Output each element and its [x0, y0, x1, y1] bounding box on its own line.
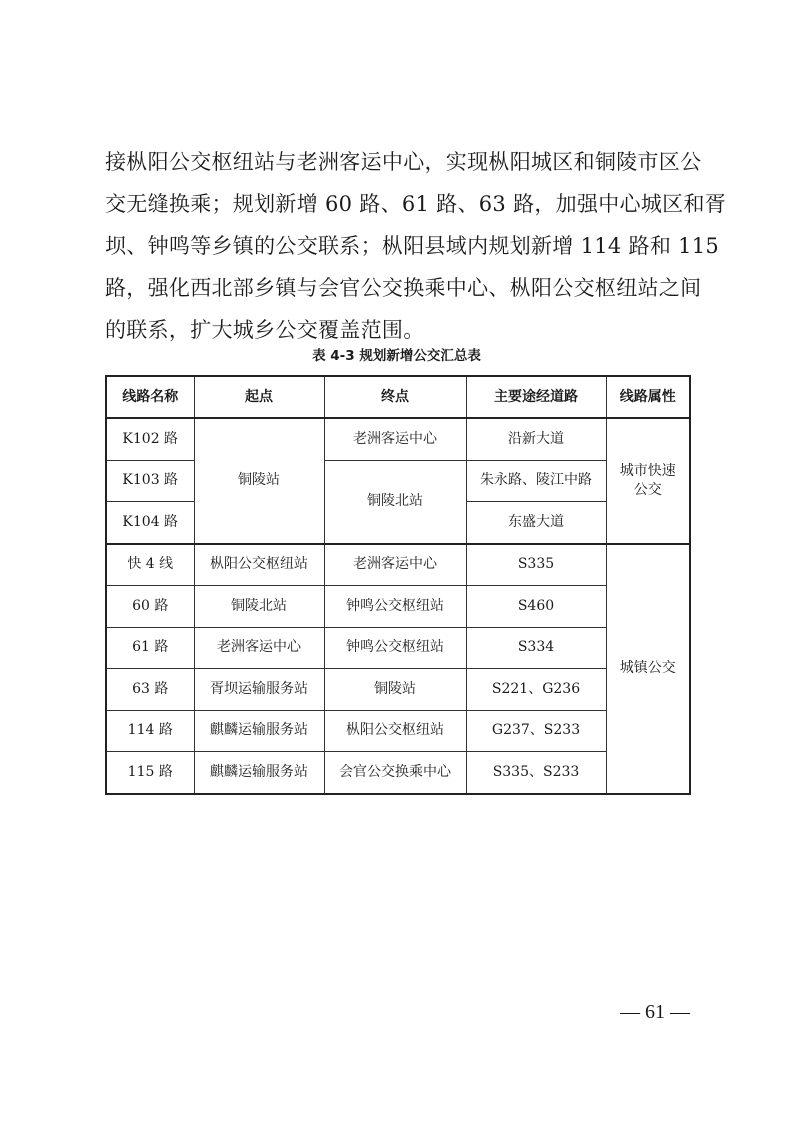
cell-start: 铜陵北站	[194, 586, 324, 628]
page-number: — 61 —	[620, 1001, 690, 1023]
cell-end: 老洲客运中心	[324, 418, 466, 460]
cell-line-name: 60 路	[106, 586, 194, 628]
cell-road: S335、S233	[466, 752, 606, 794]
header-attr: 线路属性	[606, 376, 690, 418]
table-row	[106, 418, 690, 460]
cell-road: G237、S233	[466, 710, 606, 752]
cell-start: 麒麟运输服务站	[194, 710, 324, 752]
header-line-name: 线路名称	[106, 376, 194, 418]
table-row	[106, 586, 690, 628]
cell-end: 钟鸣公交枢纽站	[324, 586, 466, 628]
table-row	[106, 669, 690, 711]
cell-end: 老洲客运中心	[324, 544, 466, 586]
cell-end: 铜陵站	[324, 669, 466, 711]
cell-road: S334	[466, 627, 606, 669]
table-row	[106, 460, 690, 502]
table-caption: 表 4-3 规划新增公交汇总表	[312, 348, 481, 364]
table-row	[106, 544, 690, 586]
table-row	[106, 710, 690, 752]
table-header-row	[106, 376, 690, 418]
cell-attr: 城镇公交	[606, 544, 690, 794]
header-end: 终点	[324, 376, 466, 418]
cell-line-name: 115 路	[106, 752, 194, 794]
cell-start: 老洲客运中心	[194, 627, 324, 669]
paragraph-line: 交无缝换乘；规划新增 60 路、61 路、63 路，加强中心城区和胥	[105, 192, 727, 216]
body-paragraph	[105, 141, 727, 351]
cell-road: 沿新大道	[466, 418, 606, 460]
attr-label: 城市快速公交	[619, 462, 676, 498]
cell-end: 钟鸣公交枢纽站	[324, 627, 466, 669]
cell-road: S460	[466, 586, 606, 628]
table-row	[106, 627, 690, 669]
cell-road: S221、G236	[466, 669, 606, 711]
table-row	[106, 752, 690, 794]
cell-end: 枞阳公交枢纽站	[324, 710, 466, 752]
cell-end: 会官公交换乘中心	[324, 752, 466, 794]
cell-road: 东盛大道	[466, 502, 606, 544]
header-roads: 主要途经道路	[466, 376, 606, 418]
paragraph-line: 路，强化西北部乡镇与会官公交换乘中心、枞阳公交枢纽站之间	[105, 276, 702, 300]
cell-line-name: K103 路	[106, 460, 194, 502]
cell-start: 胥坝运输服务站	[194, 669, 324, 711]
cell-end: 铜陵北站	[324, 460, 466, 544]
cell-line-name: K102 路	[106, 418, 194, 460]
cell-attr	[606, 418, 690, 544]
bus-lines-table	[105, 375, 691, 795]
paragraph-line: 坝、钟鸣等乡镇的公交联系；枞阳县域内规划新增 114 路和 115	[105, 234, 720, 258]
paragraph-line: 的联系，扩大城乡公交覆盖范围。	[105, 318, 425, 342]
cell-road: S335	[466, 544, 606, 586]
cell-line-name: 快 4 线	[106, 544, 194, 586]
cell-line-name: 61 路	[106, 627, 194, 669]
cell-start: 铜陵站	[194, 418, 324, 544]
cell-start: 麒麟运输服务站	[194, 752, 324, 794]
header-start: 起点	[194, 376, 324, 418]
paragraph-line: 接枞阳公交枢纽站与老洲客运中心，实现枞阳城区和铜陵市区公	[105, 150, 702, 174]
cell-line-name: 114 路	[106, 710, 194, 752]
cell-road: 朱永路、陵江中路	[466, 460, 606, 502]
cell-line-name: 63 路	[106, 669, 194, 711]
cell-start: 枞阳公交枢纽站	[194, 544, 324, 586]
cell-line-name: K104 路	[106, 502, 194, 544]
